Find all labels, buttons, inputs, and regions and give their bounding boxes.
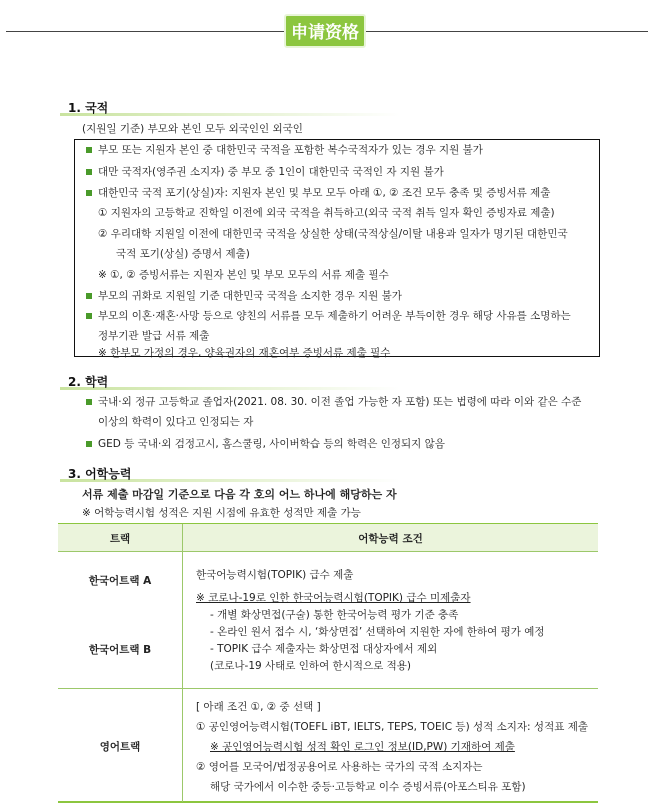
list-item: GED 등 국내·외 검정고시, 홈스쿨링, 사이버학습 등의 학력은 인정되지 않음 [98, 438, 445, 450]
condition-b-line: ※ 코로나-19로 인한 한국어능력시험(TOPIK) 급수 미제출자 [196, 592, 471, 604]
condition-b-line: - TOPIK 급수 제출자는 화상면접 대상자에서 제외 [210, 643, 438, 655]
list-item: 이상의 학력이 있다고 인정되는 자 [98, 416, 254, 428]
list-item: 부모 또는 지원자 본인 중 대한민국 국적을 포함한 복수국적자가 있는 경우 지원 불가 [98, 144, 483, 156]
track-korean-a: 한국어트랙 A [88, 575, 152, 587]
list-item: 부모의 귀화로 지원일 기준 대한민국 국적을 소지한 경우 지원 불가 [98, 290, 402, 302]
bullet-icon [86, 293, 92, 299]
section-2-title: 2. 학력 [68, 375, 109, 389]
section-3-title: 3. 어학능력 [68, 467, 132, 481]
section-1-subtitle: (지원일 기준) 부모와 본인 모두 외국인인 외국인 [82, 123, 303, 135]
condition-a: 한국어능력시험(TOPIK) 급수 제출 [196, 569, 354, 581]
section-2-underline [60, 387, 400, 390]
track-korean-b: 한국어트랙 B [88, 644, 152, 656]
list-item: ※ 한부모 가정의 경우, 양육권자의 재혼여부 증빙서류 제출 필수 [98, 347, 391, 359]
list-item: 부모의 이혼·재혼·사망 등으로 양친의 서류를 모두 제출하기 어려운 부득이한 경우 해당 사유를 소명하는 [98, 310, 571, 322]
section-badge: 申请资格 [284, 14, 366, 48]
table-header-border [58, 551, 598, 552]
condition-b-line: - 온라인 원서 접수 시, ‘화상면접’ 선택하여 지원한 자에 한하여 평가 예정 [210, 626, 545, 638]
list-item: 대한민국 국적 포기(상실)자: 지원자 본인 및 부모 모두 아래 ①, ② 조건 모두 충족 및 증빙서류 제출 [98, 187, 551, 199]
list-item: 국내·외 정규 고등학교 졸업자(2021. 08. 30. 이전 졸업 가능한 자 포함) 또는 법령에 따라 이와 같은 수준 [98, 396, 582, 408]
table-row-border [58, 688, 598, 689]
list-item: ※ ①, ② 증빙서류는 지원자 본인 및 부모 모두의 서류 제출 필수 [98, 269, 389, 281]
condition-en-line: ※ 공인영어능력시험 성적 확인 로그인 정보(ID,PW) 기재하여 제출 [210, 741, 515, 753]
condition-en-line: 해당 국가에서 이수한 중등·고등학교 이수 증빙서류(아포스티유 포함) [210, 781, 526, 793]
condition-en-line: [ 아래 조건 ①, ② 중 선택 ] [196, 701, 321, 713]
section-3-subtitle: 서류 제출 마감일 기준으로 다음 각 호의 어느 하나에 해당하는 자 [82, 488, 397, 501]
bullet-icon [86, 441, 92, 447]
list-item: 정부기관 발급 서류 제출 [98, 330, 210, 342]
section-1-underline [60, 113, 400, 116]
list-item: 국적 포기(상실) 증명서 제출) [116, 248, 250, 260]
bullet-icon [86, 399, 92, 405]
bullet-icon [86, 147, 92, 153]
table-col-track: 트랙 [109, 533, 131, 545]
list-item: ② 우리대학 지원일 이전에 대한민국 국적을 상실한 상태(국적상실/이탈 내용과 일자가 명기된 대한민국 [98, 228, 568, 240]
condition-b-line: (코로나-19 사태로 인하여 한시적으로 적용) [210, 660, 411, 672]
condition-b-line: - 개별 화상면접(구술) 통한 한국어능력 평가 기준 충족 [210, 609, 459, 621]
table-column-divider [182, 524, 183, 802]
bullet-icon [86, 169, 92, 175]
track-english: 영어트랙 [99, 741, 141, 753]
list-item: ① 지원자의 고등학교 진학일 이전에 외국 국적을 취득하고(외국 국적 취득 일자 확인 증빙자료 제출) [98, 207, 555, 219]
condition-en-line: ② 영어를 모국어/법정공용어로 사용하는 국가의 국적 소지자는 [196, 761, 483, 773]
header-rule-left [6, 31, 284, 32]
table-col-condition: 어학능력 조건 [358, 533, 423, 545]
section-1-title: 1. 국적 [68, 101, 109, 115]
section-3-note: ※ 어학능력시험 성적은 지원 시점에 유효한 성적만 제출 가능 [82, 507, 361, 519]
list-item: 대만 국적자(영주권 소지자) 중 부모 중 1인이 대한민국 국적인 자 지원 불가 [98, 166, 444, 178]
condition-en-line: ① 공인영어능력시험(TOEFL iBT, IELTS, TEPS, TOEIC 등) 성적 소지자: 성적표 제출 [196, 721, 588, 733]
header-rule-right [366, 31, 648, 32]
bullet-icon [86, 313, 92, 319]
bullet-icon [86, 190, 92, 196]
table-bottom-border [58, 801, 598, 803]
